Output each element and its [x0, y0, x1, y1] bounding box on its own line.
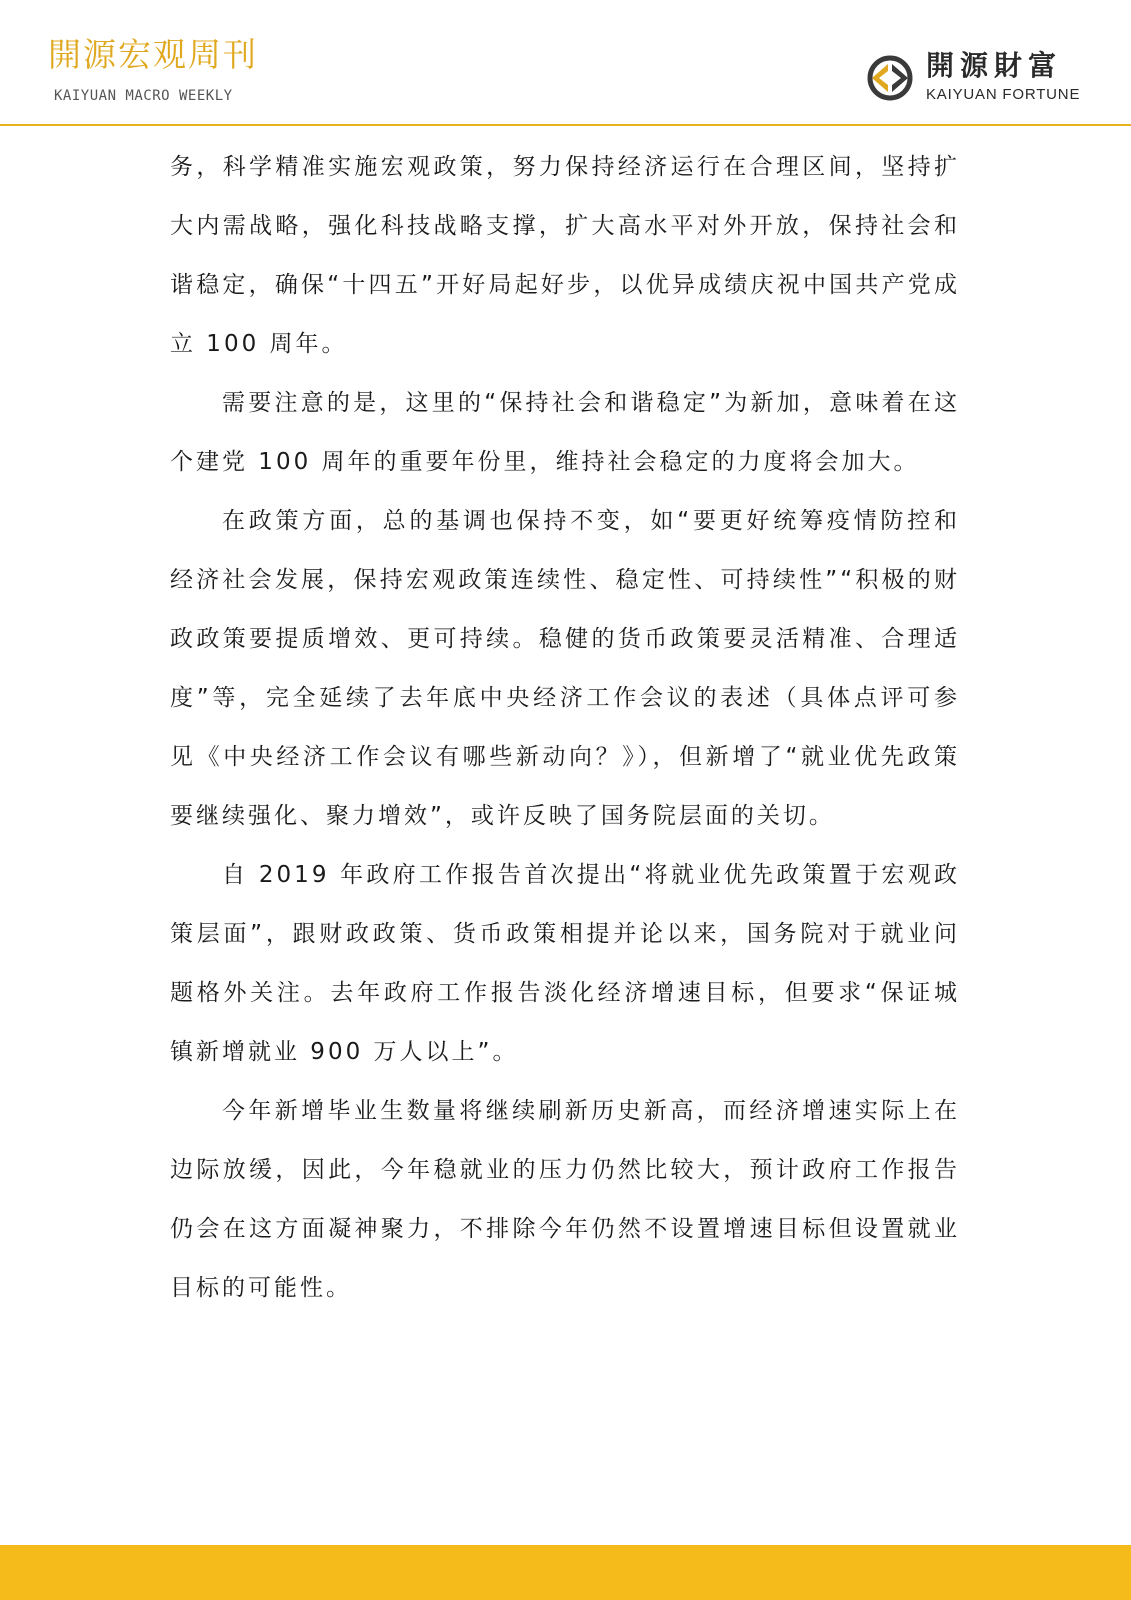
body-text: [170, 138, 960, 1318]
paragraph: 自 2019 年政府工作报告首次提出“将就业优先政策置于宏观政策层面”，跟财政政策、货币政策相提并论以来，国务院对于就业问题格外关注。去年政府工作报告淡化经济增速目标，但要求“保证城镇新增就业 900 万人以上”。: [170, 862, 960, 1065]
logo-text-cn: 開源財富: [926, 49, 1063, 82]
header-divider: [0, 124, 1131, 126]
paragraph: 在政策方面，总的基调也保持不变，如“要更好统筹疫情防控和经济社会发展，保持宏观政策连续性、稳定性、可持续性”“积极的财政政策要提质增效、更可持续。稳健的货币政策要灵活精准、合理适度”等，完全延续了去年底中央经济工作会议的表述（具体点评可参见《中央经济工作会议有哪些新动向？》），但新增了“就业优先政策要继续强化、聚力增效”，或许反映了国务院层面的关切。: [170, 508, 960, 829]
logo-mark-icon: [866, 54, 914, 102]
paragraph: 今年新增毕业生数量将继续刷新历史新高，而经济增速实际上在边际放缓，因此，今年稳就业的压力仍然比较大，预计政府工作报告仍会在这方面凝神聚力，不排除今年仍然不设置增速目标但设置就业目标的可能性。: [170, 1098, 960, 1301]
paragraph: 需要注意的是，这里的“保持社会和谐稳定”为新加，意味着在这个建党 100 周年的重要年份里，维持社会稳定的力度将会加大。: [170, 390, 960, 475]
publication-title: 開源宏观周刊: [48, 35, 258, 74]
logo-text-en: KAIYUAN FORTUNE: [926, 86, 1081, 103]
page-header: [0, 0, 1131, 126]
publication-subtitle: KAIYUAN MACRO WEEKLY: [54, 88, 233, 104]
company-logo: [866, 50, 1086, 110]
paragraph: 务，科学精准实施宏观政策，努力保持经济运行在合理区间，坚持扩大内需战略，强化科技战略支撑，扩大高水平对外开放，保持社会和谐稳定，确保“十四五”开好局起好步，以优异成绩庆祝中国共产党成立 100 周年。: [170, 154, 960, 357]
footer-bar: [0, 1545, 1131, 1600]
